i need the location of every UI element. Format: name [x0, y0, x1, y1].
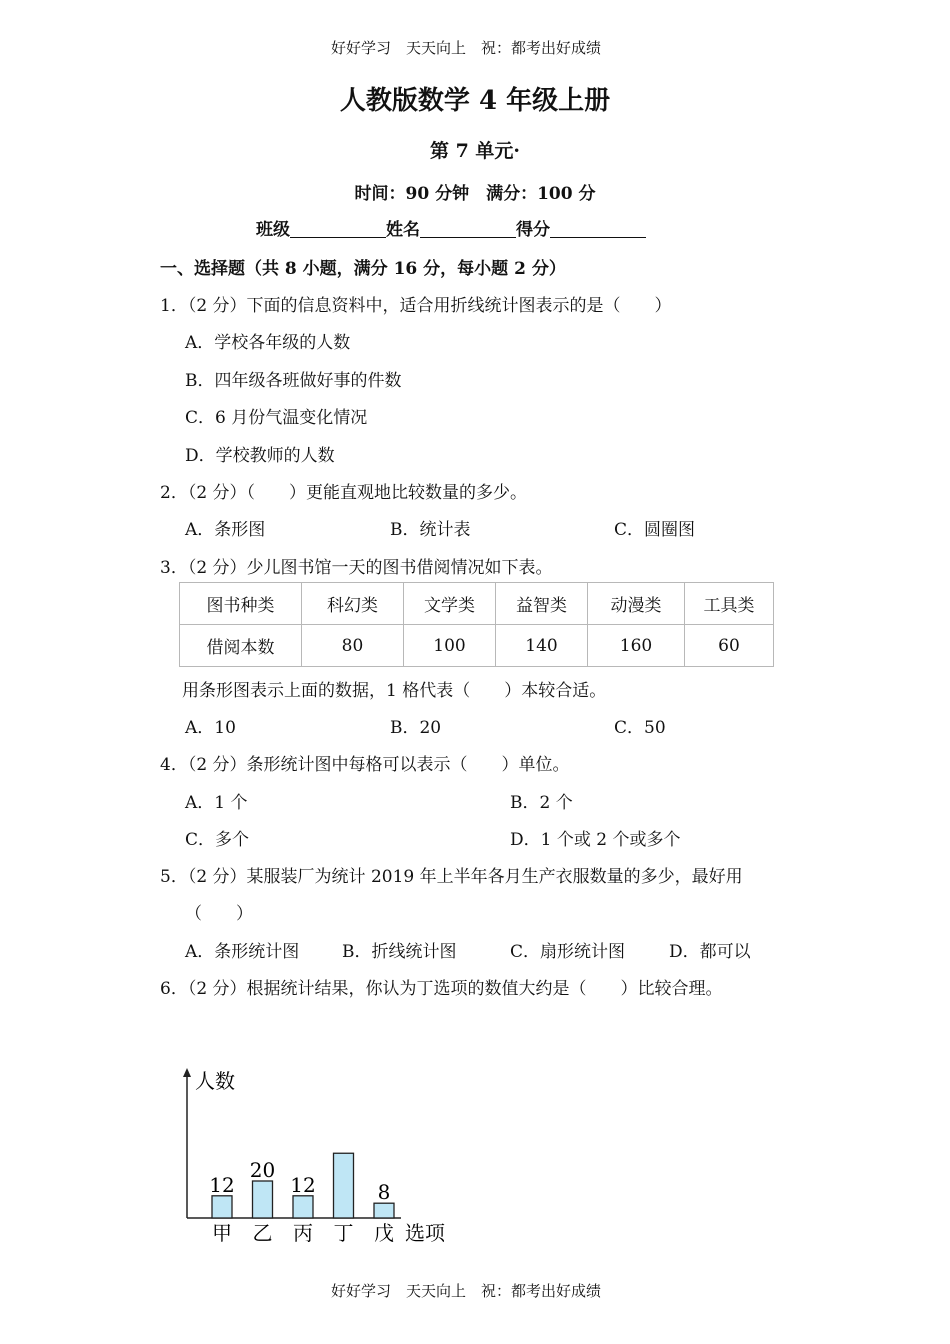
question-2-stem: 2．（2 分）（ ）更能直观地比较数量的多少。 [160, 483, 528, 503]
question-1-stem: 1．（2 分）下面的信息资料中，适合用折线统计图表示的是（ ） [160, 296, 672, 316]
table-cell: 图书种类 [180, 583, 302, 625]
category-label: 戊 [374, 1221, 394, 1245]
category-label: 甲 [212, 1221, 232, 1245]
question-5-stem-cont: （ ） [185, 904, 253, 924]
category-label: 丙 [293, 1221, 313, 1245]
section-heading: 一、选择题（共 8 小题，满分 16 分，每小题 2 分） [160, 259, 566, 279]
table-cell: 文学类 [404, 583, 496, 625]
q4-option-c[interactable]: C．多个 [185, 830, 250, 850]
table-cell: 益智类 [496, 583, 588, 625]
class-blank[interactable] [290, 219, 386, 238]
q4-option-a[interactable]: A．1 个 [185, 793, 248, 813]
question-3-followup: 用条形图表示上面的数据，1 格代表（ ）本较合适。 [182, 681, 607, 701]
bar-value-label: 12 [290, 1172, 316, 1197]
bar-戊 [374, 1203, 394, 1218]
bar-甲 [212, 1196, 232, 1218]
y-axis-label: 人数 [195, 1069, 235, 1093]
question-4-stem: 4．（2 分）条形统计图中每格可以表示（ ）单位。 [160, 755, 570, 775]
q3-option-c[interactable]: C．50 [614, 718, 666, 738]
q4-option-b[interactable]: B．2 个 [510, 793, 573, 813]
table-cell: 科幻类 [302, 583, 404, 625]
table-cell: 100 [404, 625, 496, 667]
q2-option-c[interactable]: C．圆圈图 [614, 520, 696, 540]
page-title: 人教版数学 4 年级上册 [339, 86, 611, 116]
score-label: 得分 [516, 220, 550, 240]
score-blank[interactable] [550, 219, 646, 238]
q5-option-b[interactable]: B．折线统计图 [342, 942, 457, 962]
table-cell: 60 [685, 625, 774, 667]
bar-丁 [334, 1153, 354, 1218]
q5-option-c[interactable]: C．扇形统计图 [510, 942, 626, 962]
table-cell: 工具类 [685, 583, 774, 625]
borrow-table [179, 582, 774, 667]
bar-乙 [253, 1181, 273, 1218]
question-3-stem: 3．（2 分）少儿图书馆一天的图书借阅情况如下表。 [160, 558, 553, 578]
y-axis-arrow [183, 1068, 191, 1077]
question-6-stem: 6．（2 分）根据统计结果，你认为丁选项的数值大约是（ ）比较合理。 [160, 979, 723, 999]
category-label: 丁 [333, 1221, 354, 1245]
q3-option-a[interactable]: A．10 [185, 718, 236, 738]
name-blank[interactable] [420, 219, 516, 238]
table-header-row [180, 583, 774, 625]
table-cell: 借阅本数 [180, 625, 302, 667]
bar-value-label: 8 [377, 1180, 391, 1205]
q5-option-a[interactable]: A．条形统计图 [185, 942, 300, 962]
name-label: 姓名 [386, 220, 420, 240]
q1-option-d[interactable]: D．学校教师的人数 [185, 446, 335, 466]
bar-value-label: 20 [249, 1158, 276, 1182]
table-row [180, 625, 774, 667]
bar-value-label: 12 [209, 1172, 235, 1197]
q5-option-d[interactable]: D．都可以 [669, 942, 751, 962]
q1-option-c[interactable]: C．6 月份气温变化情况 [185, 408, 368, 428]
q1-option-a[interactable]: A．学校各年级的人数 [185, 333, 351, 353]
q1-option-b[interactable]: B．四年级各班做好事的件数 [185, 371, 402, 391]
bar-丙 [293, 1196, 313, 1218]
q4-option-d[interactable]: D．1 个或 2 个或多个 [510, 830, 681, 850]
category-label: 乙 [252, 1221, 273, 1245]
question-5-stem: 5．（2 分）某服装厂为统计 2019 年上半年各月生产衣服数量的多少，最好用 [160, 867, 743, 887]
unit-title: 第 7 单元· [429, 140, 521, 162]
q3-option-b[interactable]: B．20 [390, 718, 442, 738]
q2-option-b[interactable]: B．统计表 [390, 520, 471, 540]
page-footer: 好好学习 天天向上 祝：都考出好成绩 [331, 1282, 602, 1300]
x-axis-label: 选项 [405, 1221, 445, 1245]
q2-option-a[interactable]: A．条形图 [185, 520, 266, 540]
table-cell: 动漫类 [588, 583, 685, 625]
bar-chart [165, 1062, 465, 1252]
student-fields [256, 215, 646, 240]
table-cell: 80 [302, 625, 404, 667]
exam-info: 时间：90 分钟 满分：100 分 [354, 184, 596, 204]
page-header: 好好学习 天天向上 祝：都考出好成绩 [331, 39, 602, 57]
class-label: 班级 [256, 220, 290, 240]
table-cell: 160 [588, 625, 685, 667]
table-cell: 140 [496, 625, 588, 667]
